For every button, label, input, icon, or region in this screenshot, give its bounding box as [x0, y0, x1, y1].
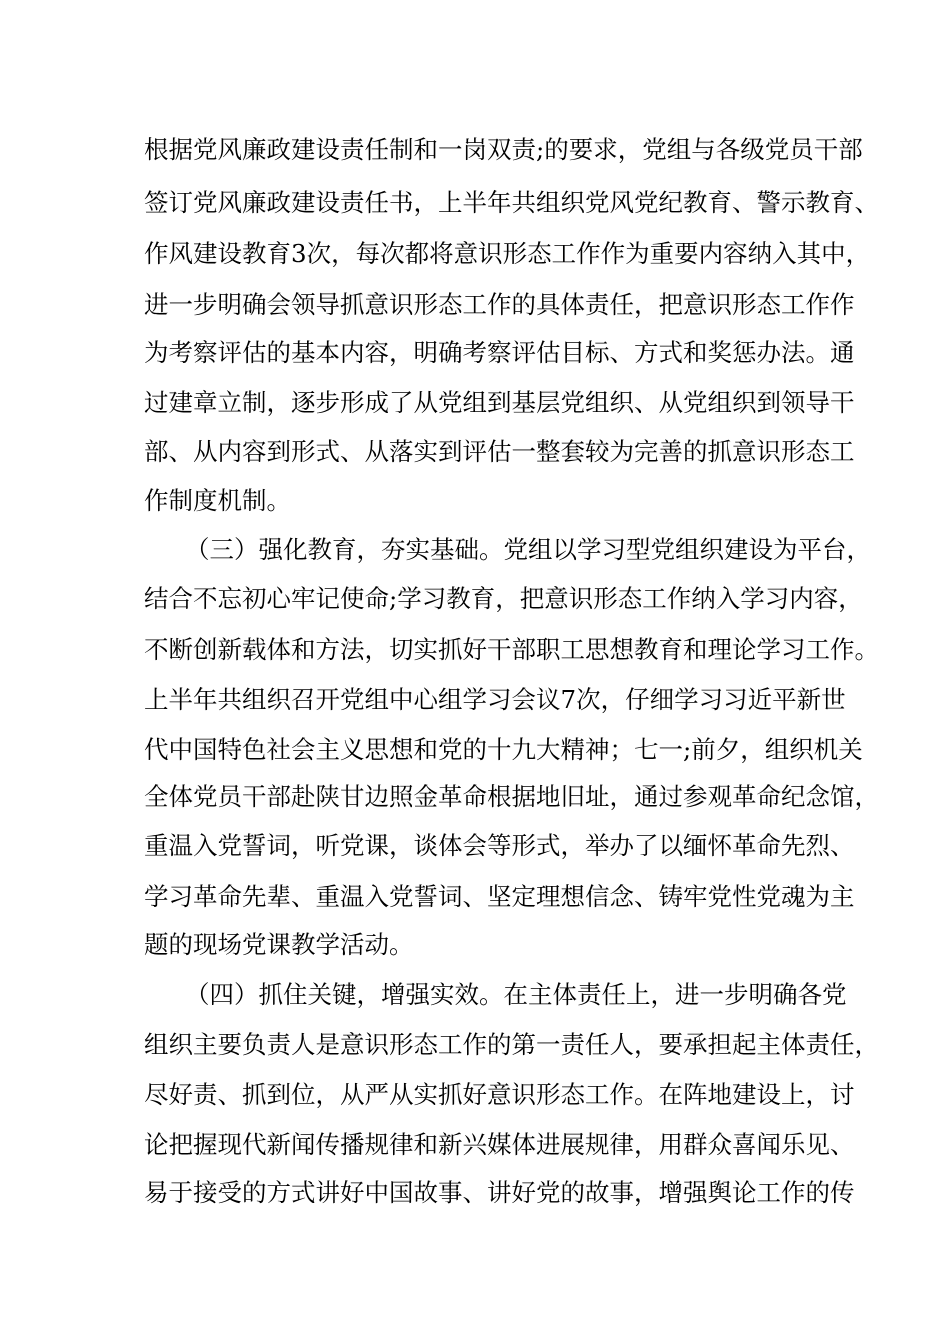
paragraph-heading-4: （四）抓住关键，增强实效。在主体责任上，进一步明确各党 [185, 980, 847, 1009]
text-line: 学习革命先辈、重温入党誓词、坚定理想信念、铸牢党性党魂为主 [144, 882, 855, 911]
text-line: 根据党风廉政建设责任制和一岗双责;的要求，党组与各级党员干部 [144, 135, 863, 164]
text-line: 进一步明确会领导抓意识形态工作的具体责任，把意识形态工作作 [144, 290, 855, 319]
text-line: 论把握现代新闻传播规律和新兴媒体进展规律，用群众喜闻乐见、 [144, 1130, 855, 1159]
text-line: 为考察评估的基本内容，明确考察评估目标、方式和奖惩办法。通 [144, 338, 855, 367]
text-line: 作风建设教育3次，每次都将意识形态工作作为重要内容纳入其中， [144, 239, 871, 268]
text-line: 不断创新载体和方法，切实抓好干部职工思想教育和理论学习工作。 [144, 635, 879, 664]
text-line: 易于接受的方式讲好中国故事、讲好党的故事，增强舆论工作的传 [144, 1178, 855, 1207]
text-line: 尽好责、抓到位，从严从实抓好意识形态工作。在阵地建设上，讨 [144, 1080, 855, 1109]
text-line: 题的现场党课教学活动。 [144, 930, 414, 959]
text-line: 全体党员干部赴陕甘边照金革命根据地旧址，通过参观革命纪念馆， [144, 782, 879, 811]
text-line: 过建章立制，逐步形成了从党组到基层党组织、从党组织到领导干 [144, 388, 855, 417]
text-line: 上半年共组织召开党组中心组学习会议7次，仔细学习习近平新世 [144, 685, 846, 714]
text-line: 部、从内容到形式、从落实到评估一整套较为完善的抓意识形态工 [144, 437, 855, 466]
text-line: 签订党风廉政建设责任书，上半年共组织党风党纪教育、警示教育、 [144, 188, 879, 217]
text-line: 结合不忘初心牢记使命;学习教育，把意识形态工作纳入学习内容， [144, 584, 863, 613]
text-line: 代中国特色社会主义思想和党的十九大精神；七一;前夕，组织机关 [144, 735, 863, 764]
paragraph-heading-3: （三）强化教育，夯实基础。党组以学习型党组织建设为平台， [185, 535, 871, 564]
text-line: 组织主要负责人是意识形态工作的第一责任人，要承担起主体责任， [144, 1030, 879, 1059]
text-line: 重温入党誓词，听党课，谈体会等形式，举办了以缅怀革命先烈、 [144, 831, 855, 860]
text-line: 作制度机制。 [144, 486, 291, 515]
